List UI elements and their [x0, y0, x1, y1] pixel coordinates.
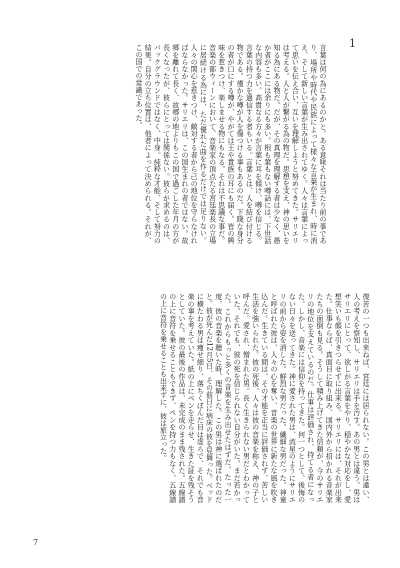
text-column-bottom: 復苦の一つも出来ねば、宮廷には居られない。この男とは違い、人の考えを察知し、サリエリは手を汚す。あの男とは違う。男はサリエリにとって、欲しがる言葉をやり、穏やかな対応をし、愛想笑いも顔を引きつらせずに出来る。サリエリには、それが出来た。仕事ならば、真面目に取り組み、国内外から招かれる音楽家たちの面倒も見る。そうして積み上げてきた信頼が、今のサリエリの地位を支えているのだ。仕事は評価され、持てる者になった。しかし、音楽には信仰を持ってきた。何一つとして、後悔のない日々を送ってきた。神に愛された男は、流星のようにサリエリの前から姿を消した。鮮烈な男だった。繊細な男だった。神童と呼ばれた彼は、人々の心を奪い、音楽の世界に新たな風を吹き込んだ。生きている間は、その才能を正当に評価されず、苦しい生活を強いられた。彼の死後、人々は彼の音楽を称え、神の子と呼んだ。愛され、憎まれた男。長く生きられない男だとわかっていた。それでも、彼の死を信じられない自分がいた。まだ若かった。これからもっと多くの音楽を生み出せたはずだ。たった一度、彼の音楽を聴いた時、理解した。この男は神に選ばれたのだと。彼が死んだ12月5日、その前日に病床の彼を見舞った。ベッドに横たわる男は痩せ細り、落ちくぼんだ目は虚ろで、それでも音楽の事を考えていた。紙の上にペンを走らせ、生きた証を残そうとしていた。彼の最後の作品は、未完成のまま残された。五線譜の上に音符を乗せることもできず、ペンを持つ力もなく、五線譜の上に音符を乗せることも出来ずに、彼は旅立った。: [159, 293, 370, 503]
text-column-top: 言葉は何の為にあるのかと。ある意味それは当たり前の事であり、場所や時代や民族によって様々な言葉が生まれ、時に消え、そして新しい言葉が生み出されてゆく。人々は言葉によって思いを伝え合い、互いを理解しようと努めてきた。サリエリは考える。人と人が繋がる為の物だ。思想を支え、神の思いを知る為にある物だ。だが、その真理を理解する者は少なく、愚か者がここには余りにも多い。根も葉もない噂話には、下世話な内容も多い。高貴なる方々が言葉に耳を傾け、噂を信じる。言葉の持つ力を過信する者もいる。言葉とは、人を結び付ける物である。僅かな噂が人を傷つける事もあるのだ。下賤な身分の者が口にする噂が、やがては王や貴族の耳にも届く。皆の興味を惹きつけ、楽しませる物にもなる。それは不思議な事だ。音楽の都ウィーンにおいて、音楽家の頂点たる宮廷楽長の立場に居続ける為には、ただ優れた曲を作るだけでは足りない。人々の関心を惹きつけ、敵対する者から己の地位を守らなければならなかった。サリエリは、この国生まれの者ではない。故郷を離れて長く、故郷の地よりもこの国で過ごした年月の方が長くなったが、彼らにとっては関係ない。彼らが求めるのは、バックグラウンドではなく、中身。純粋な才能、そして努力の結果。自分の立ち位置は、他者によって決められる。それが、この国での常識であった。: [134, 44, 327, 244]
page-number: 7: [33, 538, 39, 547]
section-number: 1: [349, 37, 356, 50]
